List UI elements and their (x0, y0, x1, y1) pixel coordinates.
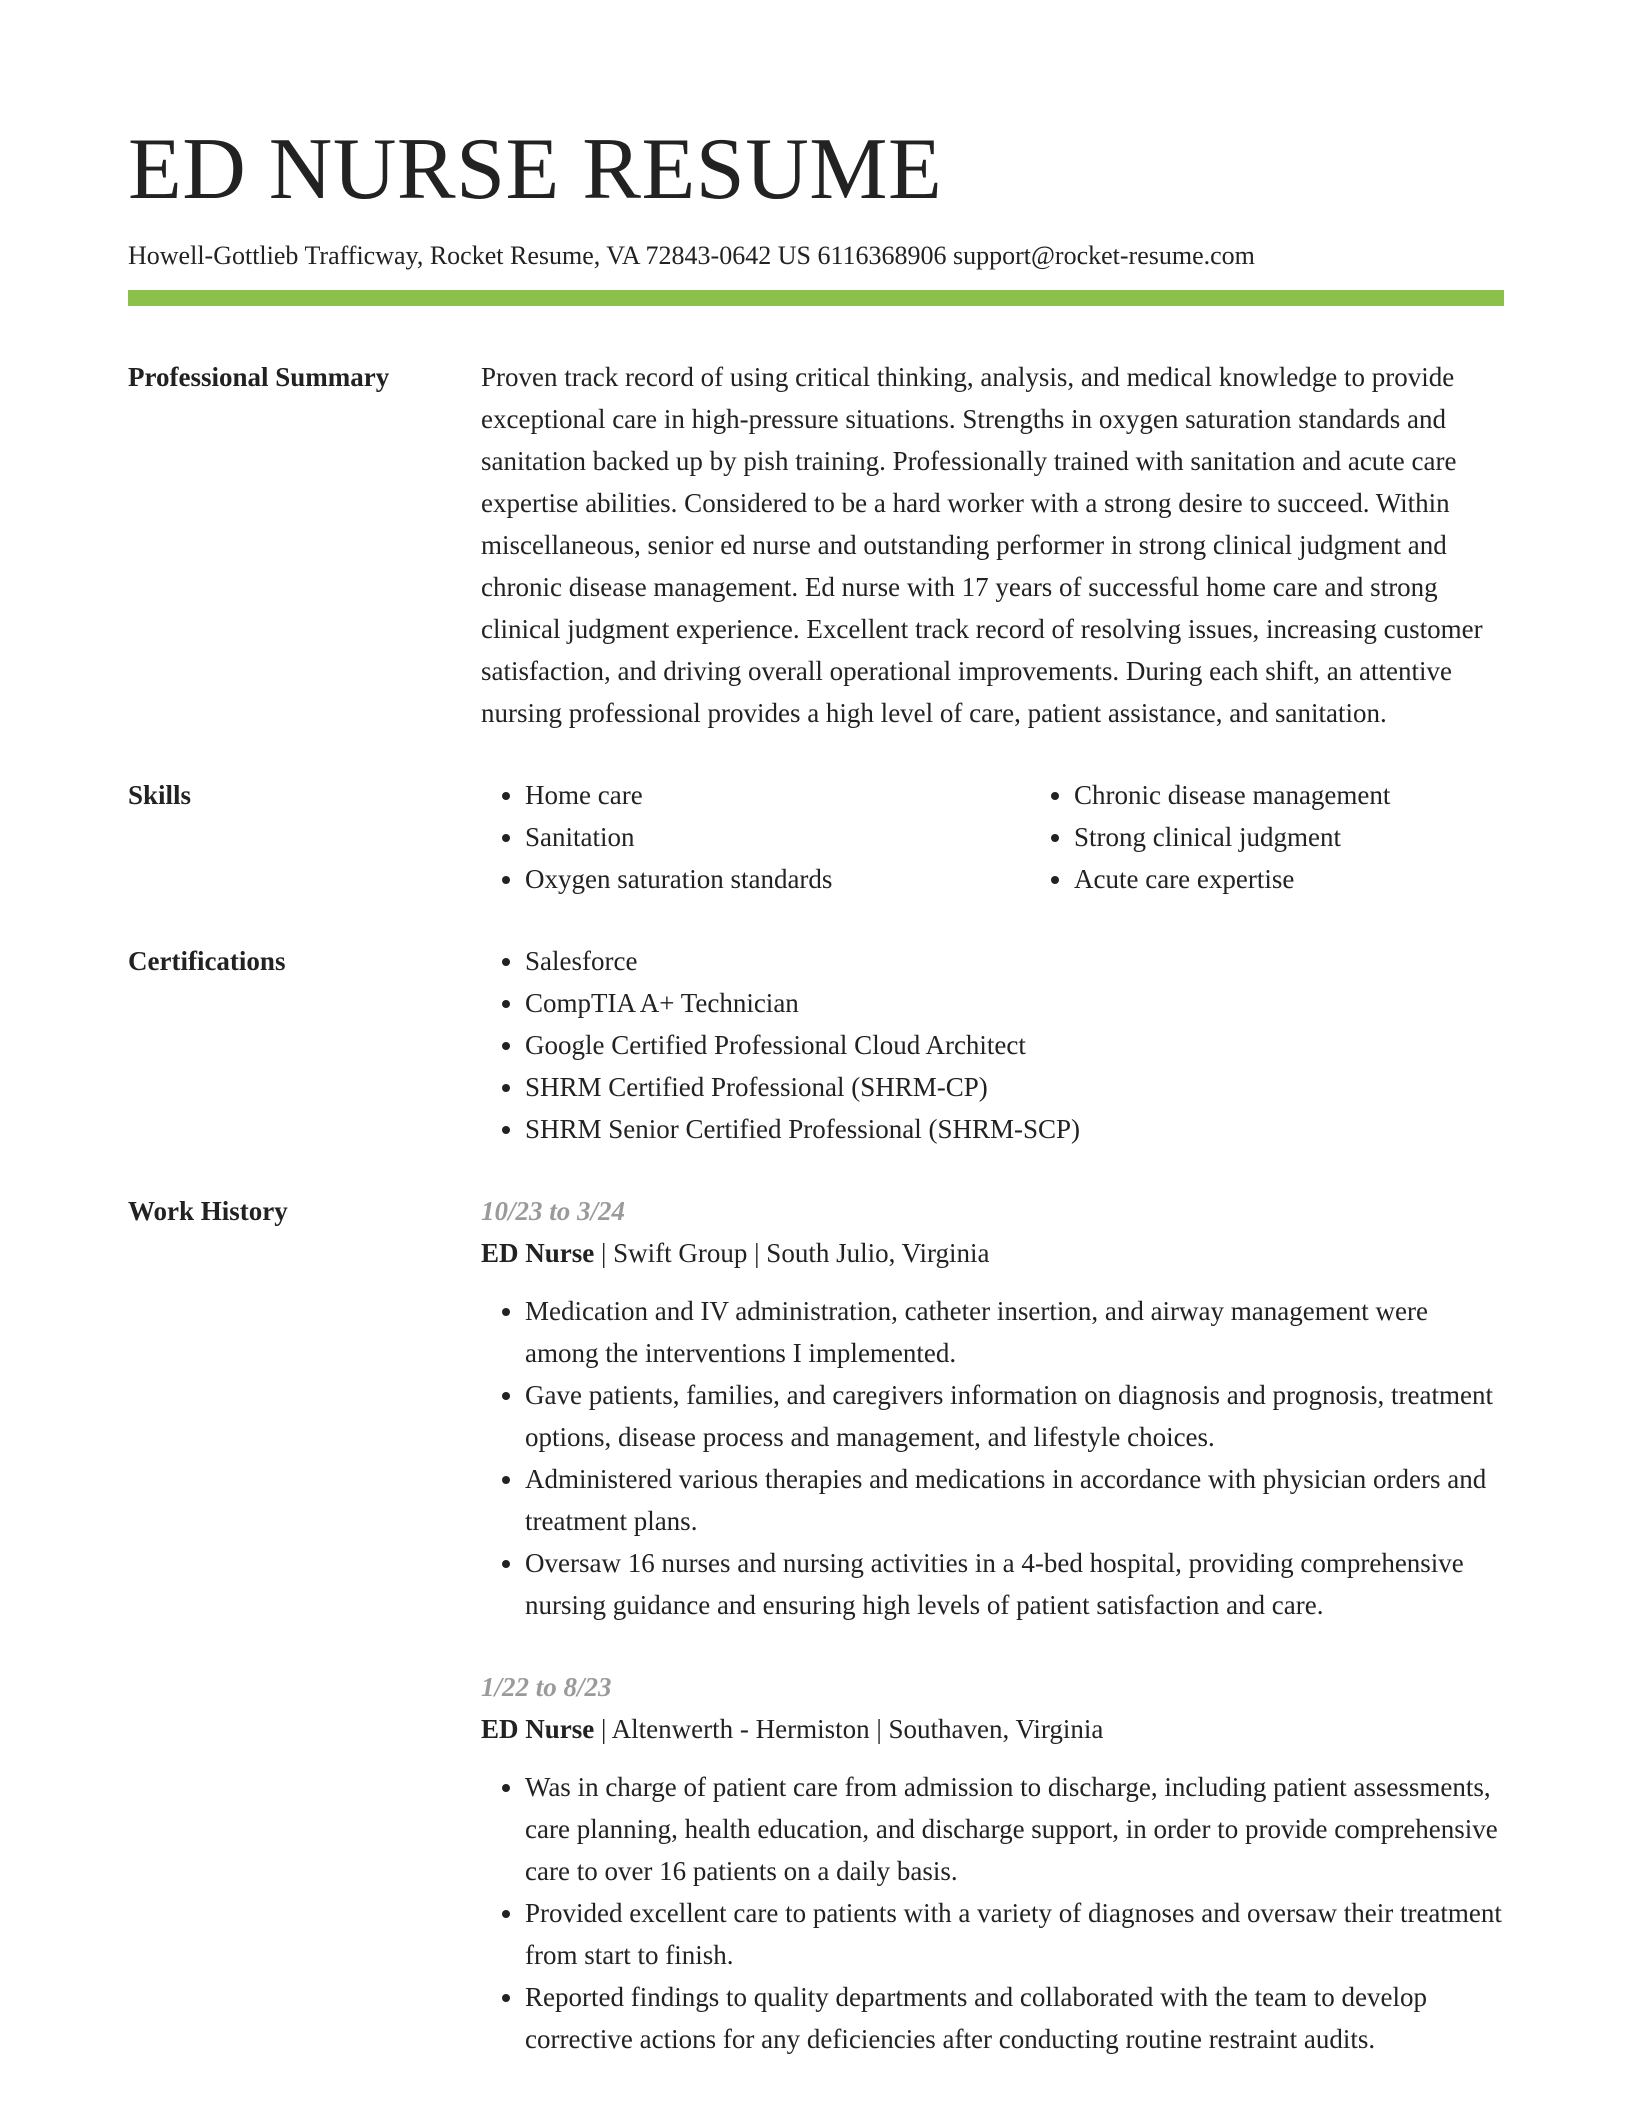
summary-content (481, 356, 1504, 734)
job-employer-location: | Altenwerth - Hermiston | Southaven, Virginia (594, 1714, 1104, 1744)
skill-item: • Home care (525, 774, 1030, 816)
certifications-heading: Certifications (128, 946, 286, 976)
job-title: ED Nurse (481, 1238, 595, 1268)
skill-item: • Strong clinical judgment (1074, 816, 1390, 858)
resume-title: ED NURSE RESUME (128, 121, 943, 218)
certifications-content (481, 940, 1504, 1150)
contact-line: Howell-Gottlieb Trafficway, Rocket Resume, VA 72843-0642 US 6116368906 support@rocket-resume.com (128, 241, 1255, 270)
skills-heading: Skills (128, 780, 192, 810)
certifications-list (481, 940, 1504, 1150)
job-header (481, 1708, 1504, 1750)
work-history-section (128, 1190, 1504, 2100)
certification-item: • Salesforce (525, 940, 1504, 982)
job-bullets (481, 1290, 1504, 1626)
job-title: ED Nurse (481, 1714, 595, 1744)
job-bullet: • Oversaw 16 nurses and nursing activities in a 4-bed hospital, providing comprehensive nursing guidance and ensuring high levels of patient satisfaction and care. (525, 1542, 1504, 1626)
certification-item: • SHRM Senior Certified Professional (SHRM-SCP) (525, 1108, 1504, 1150)
job-bullets (481, 1766, 1504, 2060)
skill-item: • Acute care expertise (1074, 858, 1390, 900)
job-bullet: • Administered various therapies and medications in accordance with physician orders and treatment plans. (525, 1458, 1504, 1542)
job-bullet: • Gave patients, families, and caregivers information on diagnosis and prognosis, treatment options, disease process and management, and lifestyle choices. (525, 1374, 1504, 1458)
skills-section (128, 774, 1504, 900)
job-bullet: • Medication and IV administration, catheter insertion, and airway management were among the interventions I implemented. (525, 1290, 1504, 1374)
summary-section (128, 356, 1504, 734)
job-bullet: • Provided excellent care to patients with a variety of diagnoses and oversaw their treatment from start to finish. (525, 1892, 1504, 1976)
certification-item: • CompTIA A+ Technician (525, 982, 1504, 1024)
job-dates: 10/23 to 3/24 (481, 1196, 626, 1226)
summary-text: Proven track record of using critical thinking, analysis, and medical knowledge to provide exceptional care in high-pressure situations. Strengths in oxygen saturation standards and sanitation backed up by pish training. Professionally trained with sanitation and acute care expertise abilities. Considered to be a hard worker with a strong desire to succeed. Within miscellaneous, senior ed nurse and outstanding performer in strong clinical judgment and chronic disease management. Ed nurse with 17 years of successful home care and strong clinical judgment experience. Excellent track record of resolving issues, increasing customer satisfaction, and driving overall operational improvements. During each shift, an attentive nursing professional provides a high level of care, patient assistance, and sanitation. (481, 362, 1483, 728)
skills-content (481, 774, 1504, 900)
job-entry (481, 1190, 1504, 1626)
summary-heading: Professional Summary (128, 362, 390, 392)
job-employer-location: | Swift Group | South Julio, Virginia (594, 1238, 990, 1268)
certification-item: • SHRM Certified Professional (SHRM-CP) (525, 1066, 1504, 1108)
skill-item: • Oxygen saturation standards (525, 858, 1030, 900)
job-dates: 1/22 to 8/23 (481, 1672, 612, 1702)
skills-list-left (481, 774, 1030, 900)
accent-divider (128, 290, 1504, 306)
work-history-content (481, 1190, 1504, 2100)
job-entry (481, 1666, 1504, 2060)
job-bullet: • Reported findings to quality departments and collaborated with the team to develop corrective actions for any deficiencies after conducting routine restraint audits. (525, 1976, 1504, 2060)
skill-item: • Chronic disease management (1074, 774, 1390, 816)
job-bullet: • Was in charge of patient care from admission to discharge, including patient assessments, care planning, health education, and discharge support, in order to provide comprehensive care to over 16 patients on a daily basis. (525, 1766, 1504, 1892)
work-history-heading: Work History (128, 1196, 288, 1226)
skill-item: • Sanitation (525, 816, 1030, 858)
certification-item: • Google Certified Professional Cloud Architect (525, 1024, 1504, 1066)
certifications-section (128, 940, 1504, 1150)
skills-list-right (1030, 774, 1390, 900)
job-header (481, 1232, 1504, 1274)
